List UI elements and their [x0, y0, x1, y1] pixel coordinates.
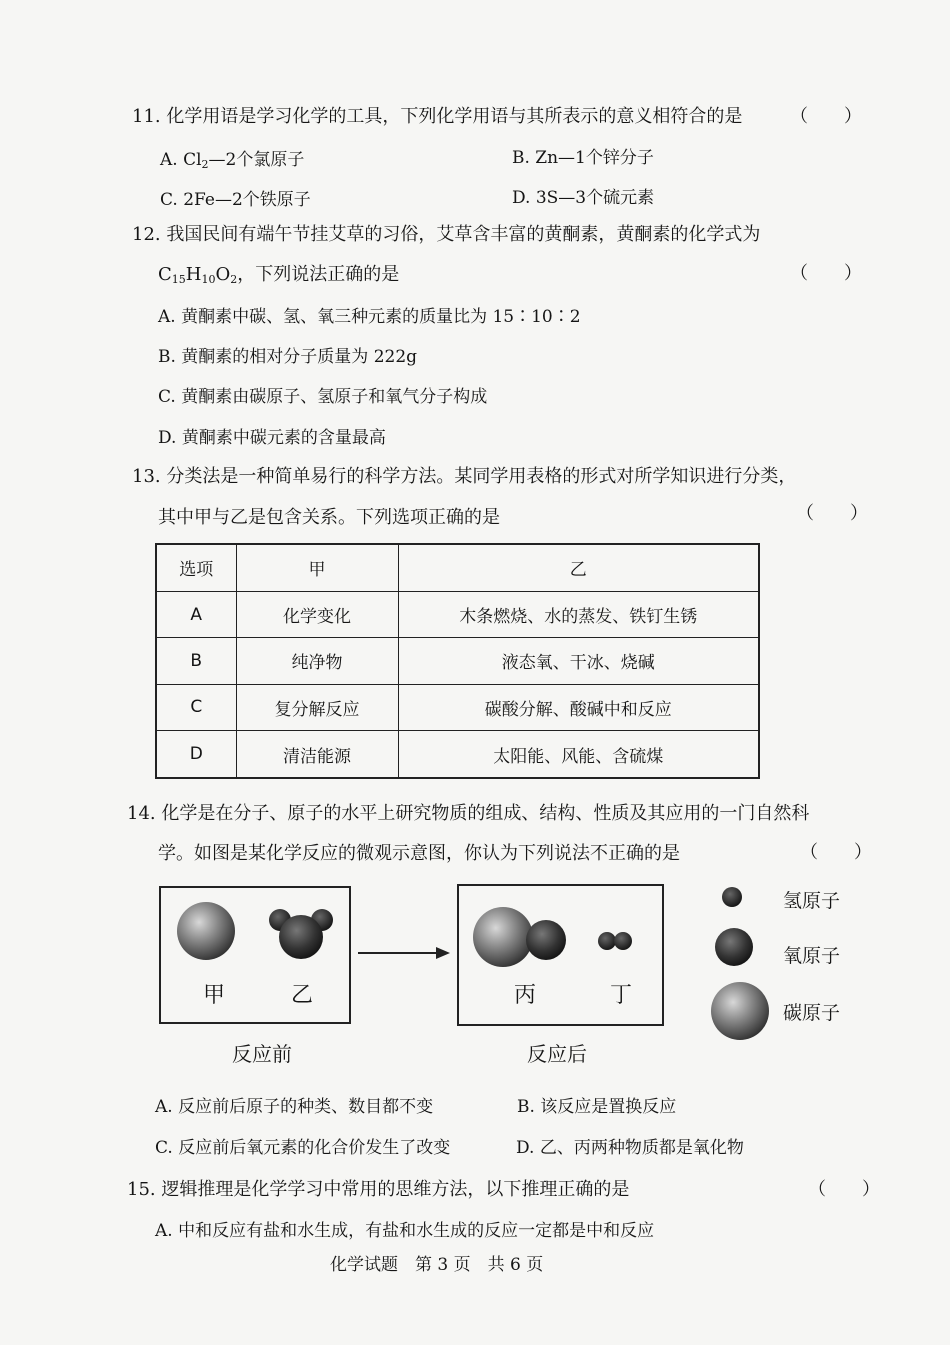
q12-option-d: D. 黄酮素中碳元素的含量最高: [158, 428, 386, 448]
table-cell: D: [156, 731, 236, 778]
table-cell: 太阳能、风能、含硫煤: [398, 731, 759, 778]
q14-answer-paren: （ ）: [800, 842, 872, 863]
table-cell: 化学变化: [236, 591, 398, 637]
caption-after: 反应后: [527, 1042, 587, 1066]
table-cell: B: [156, 638, 236, 684]
q11-stem: 11. 化学用语是学习化学的工具，下列化学用语与其所表示的意义相符合的是: [132, 106, 743, 127]
legend-carbon-icon: [711, 982, 769, 1040]
q15-stem: 15. 逻辑推理是化学学习中常用的思维方法，以下推理正确的是: [127, 1179, 630, 1200]
label-ding: 丁: [610, 983, 633, 1008]
table-cell: C: [156, 684, 236, 730]
q12-answer-paren: （ ）: [790, 263, 862, 284]
q15-answer-paren: （ ）: [808, 1179, 880, 1200]
table-header: 乙: [398, 544, 759, 591]
arrow-head-icon: [436, 947, 450, 959]
table-cell: 纯净物: [236, 638, 398, 684]
oxygen-atom-icon: [279, 915, 323, 959]
q13-stem-2: 其中甲与乙是包含关系。下列选项正确的是: [158, 507, 500, 528]
label-yi: 乙: [291, 983, 314, 1008]
carbon-atom-icon: [177, 902, 235, 960]
q11-answer-paren: （ ）: [790, 106, 862, 127]
hydrogen-atom-icon: [614, 932, 632, 950]
q11-option-c: C. 2Fe—2个铁原子: [160, 190, 311, 210]
q14-option-d: D. 乙、丙两种物质都是氧化物: [516, 1138, 744, 1158]
table-cell: 清洁能源: [236, 731, 398, 778]
legend-hydrogen-icon: [722, 887, 742, 907]
legend-hydrogen-label: 氢原子: [783, 890, 841, 912]
table-cell: 复分解反应: [236, 684, 398, 730]
table-cell: 碳酸分解、酸碱中和反应: [398, 684, 759, 730]
label-bing: 丙: [514, 983, 537, 1008]
hydrogen-atom-icon: [598, 932, 616, 950]
q13-answer-paren: （ ）: [796, 503, 868, 524]
table-cell: 木条燃烧、水的蒸发、铁钉生锈: [398, 591, 759, 637]
q12-option-c: C. 黄酮素由碳原子、氢原子和氧气分子构成: [158, 387, 488, 407]
caption-before: 反应前: [232, 1042, 292, 1066]
carbon-atom-icon: [473, 907, 533, 967]
table-header: 甲: [236, 544, 398, 591]
table-cell: A: [156, 591, 236, 637]
q14-stem-2: 学。如图是某化学反应的微观示意图，你认为下列说法不正确的是: [158, 843, 680, 864]
q11-option-d: D. 3S—3个硫元素: [512, 188, 655, 208]
q13-stem: 13. 分类法是一种简单易行的科学方法。某同学用表格的形式对所学知识进行分类，: [132, 466, 797, 487]
q12-stem: 12. 我国民间有端午节挂艾草的习俗，艾草含丰富的黄酮素，黄酮素的化学式为: [132, 224, 761, 245]
q14-option-b: B. 该反应是置换反应: [517, 1097, 677, 1117]
label-jia: 甲: [203, 983, 226, 1008]
page-footer: 化学试题 第 3 页 共 6 页: [330, 1255, 544, 1275]
legend-carbon-label: 碳原子: [783, 1002, 841, 1024]
oxygen-atom-icon: [526, 920, 566, 960]
q14-option-a: A. 反应前后原子的种类、数目都不变: [155, 1097, 434, 1117]
q12-formula: $C_{15}H_{10}O_2$，下列说法正确的是: [158, 264, 400, 286]
q14-stem: 14. 化学是在分子、原子的水平上研究物质的组成、结构、性质及其应用的一门自然科: [127, 803, 810, 824]
q11-option-a: A. $Cl_2—2$个氯原子: [160, 150, 305, 171]
q11-option-b: B. Zn—1个锌分子: [512, 148, 654, 168]
legend-oxygen-label: 氧原子: [783, 945, 841, 967]
table-header: 选项: [156, 544, 236, 591]
q12-option-a: A. 黄酮素中碳、氢、氧三种元素的质量比为 15∶10∶2: [158, 307, 581, 327]
q12-option-b: B. 黄酮素的相对分子质量为 222g: [158, 347, 418, 367]
legend-oxygen-icon: [715, 928, 753, 966]
table-cell: 液态氧、干冰、烧碱: [398, 638, 759, 684]
before-box: [160, 887, 350, 1023]
q14-option-c: C. 反应前后氧元素的化合价发生了改变: [155, 1138, 451, 1158]
q15-option-a: A. 中和反应有盐和水生成，有盐和水生成的反应一定都是中和反应: [155, 1221, 655, 1241]
